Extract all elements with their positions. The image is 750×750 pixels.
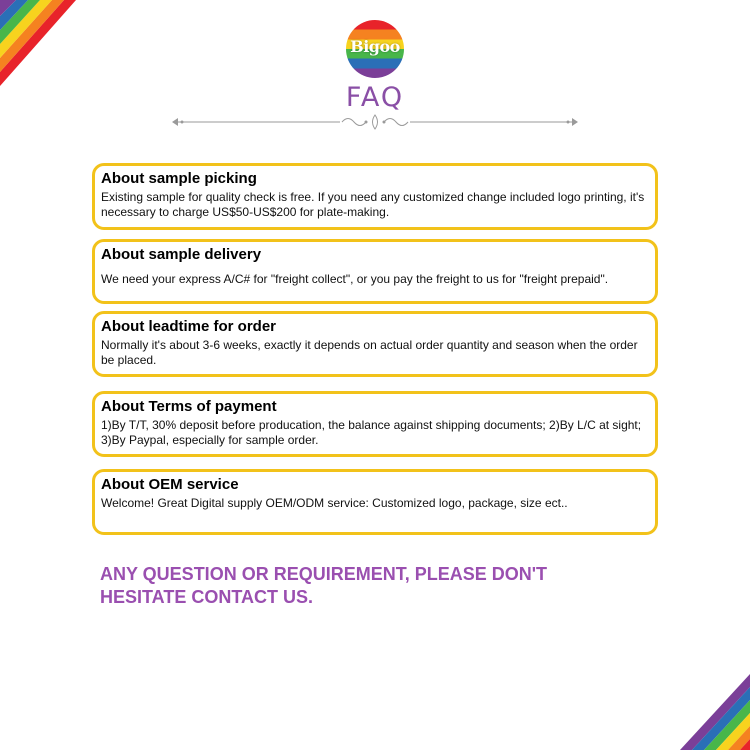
faq-card-body: We need your express A/C# for "freight collect", or you pay the freight to us for "freight prepaid". <box>101 272 609 286</box>
faq-card-body: Normally it's about 3-6 weeks, exactly it depends on actual order quantity and season when the order be placed. <box>101 338 638 367</box>
contact-call-to-action: ANY QUESTION OR REQUIREMENT, PLEASE DON'T HESITATE CONTACT US. <box>100 564 547 607</box>
faq-card-oem-service <box>92 469 658 535</box>
rainbow-corner-top-left <box>0 0 76 86</box>
faq-card-sample-picking <box>92 163 658 230</box>
ornament-divider-icon <box>170 112 580 132</box>
brand-logo <box>346 20 404 78</box>
faq-card-body: Existing sample for quality check is free. If you need any customized change included logo printing, it's necessary to charge US$50-US$200 for plate-making. <box>101 190 645 219</box>
faq-card-title: About OEM service <box>101 476 239 493</box>
faq-card-sample-delivery <box>92 239 658 304</box>
brand-logo-text: Bigoo <box>350 37 400 56</box>
faq-card-body: Welcome! Great Digital supply OEM/ODM service: Customized logo, package, size ect.. <box>101 496 568 510</box>
faq-card-body: 1)By T/T, 30% deposit before producation, the balance against shipping documents; 2)By L/C at sight; 3)By Paypal, especially for sample order. <box>101 418 642 447</box>
faq-card-leadtime <box>92 311 658 377</box>
faq-card-payment-terms <box>92 391 658 457</box>
page-title: FAQ <box>345 82 405 113</box>
faq-card-title: About sample delivery <box>101 246 262 263</box>
faq-card-title: About leadtime for order <box>101 318 277 335</box>
faq-card-title: About Terms of payment <box>101 398 277 415</box>
rainbow-corner-bottom-right <box>680 674 750 750</box>
faq-card-title: About sample picking <box>101 170 257 187</box>
